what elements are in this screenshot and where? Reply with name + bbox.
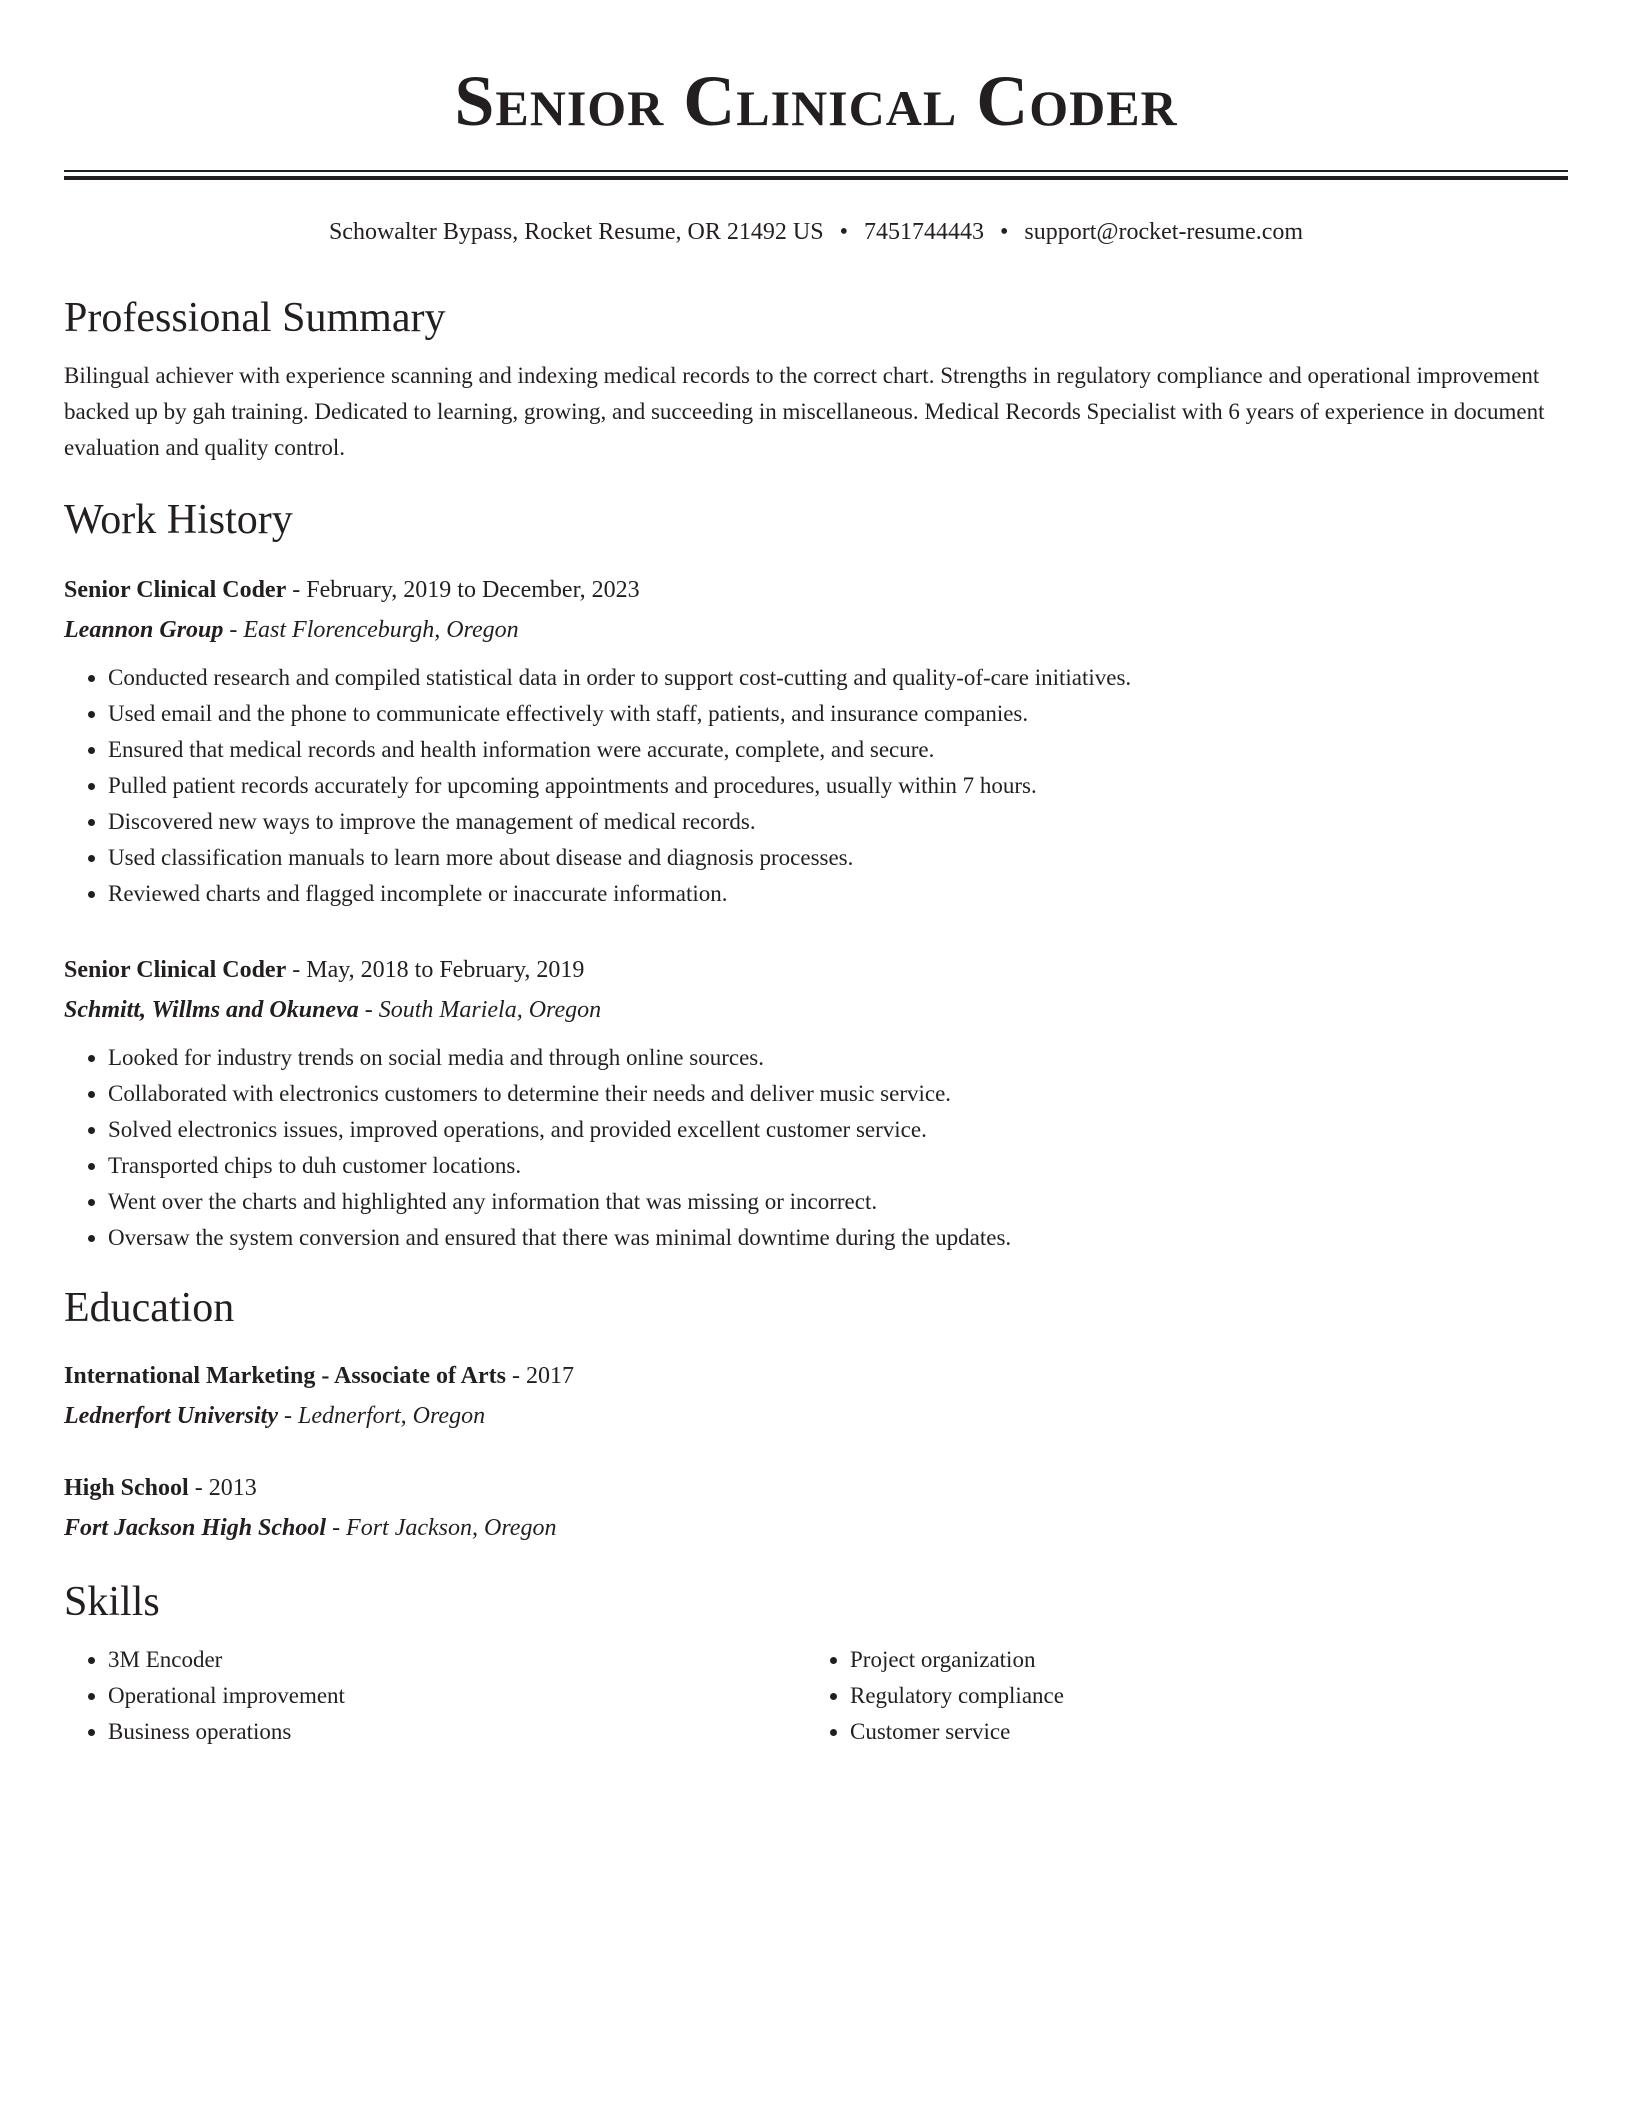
contact-separator: • bbox=[999, 219, 1009, 245]
contact-separator: • bbox=[839, 219, 848, 245]
education-entry bbox=[64, 1468, 1568, 1548]
education-location: - Fort Jackson, Oregon bbox=[326, 1515, 557, 1541]
summary-text: Bilingual achiever with experience scanning and indexing medical records to the correct chart. Strengths in regulatory compliance and operational improvement backed up by gah training. Dedicated to learning, growing, and succeeding in miscellaneous. Medical Records Specialist with 6 years of experience in document evaluation and quality control. bbox=[64, 363, 1545, 460]
job-bullet-list bbox=[64, 1040, 1568, 1256]
summary-heading: Professional Summary bbox=[64, 295, 446, 341]
list-item: • Conducted research and compiled statistical data in order to support cost-cutting and quality-of-care initiatives. bbox=[108, 660, 1568, 696]
education-degree: High School bbox=[64, 1475, 189, 1501]
education-degree-line bbox=[64, 1356, 1568, 1396]
contact-address: Schowalter Bypass, Rocket Resume, OR 21492 US bbox=[328, 219, 824, 245]
job-dates: - February, 2019 to December, 2023 bbox=[286, 577, 640, 603]
list-item: • Pulled patient records accurately for upcoming appointments and procedures, usually within 7 hours. bbox=[108, 768, 1568, 804]
skills-list-left bbox=[64, 1642, 806, 1750]
list-item: • Went over the charts and highlighted any information that was missing or incorrect. bbox=[108, 1184, 1568, 1220]
work-history-heading: Work History bbox=[64, 497, 293, 543]
education-location: - Lednerfort, Oregon bbox=[277, 1403, 486, 1429]
skill-item: • Project organization bbox=[850, 1642, 1548, 1678]
job-location: - East Florenceburgh, Oregon bbox=[223, 617, 519, 643]
job-entry bbox=[64, 570, 1568, 912]
job-entry bbox=[64, 950, 1568, 1256]
skills-heading: Skills bbox=[64, 1579, 160, 1625]
job-company: Schmitt, Willms and Okuneva bbox=[64, 997, 359, 1023]
contact-email: support@rocket-resume.com bbox=[1024, 219, 1304, 245]
education-entry bbox=[64, 1356, 1568, 1436]
list-item: • Ensured that medical records and health information were accurate, complete, and secure. bbox=[108, 732, 1568, 768]
contact-line bbox=[64, 216, 1568, 248]
job-company-line bbox=[64, 610, 1568, 650]
job-role: Senior Clinical Coder bbox=[64, 577, 287, 603]
list-item: • Transported chips to duh customer locations. bbox=[108, 1148, 1568, 1184]
list-item: • Used classification manuals to learn more about disease and diagnosis processes. bbox=[108, 840, 1568, 876]
list-item: • Collaborated with electronics customers to determine their needs and deliver music service. bbox=[108, 1076, 1568, 1112]
job-company-line bbox=[64, 990, 1568, 1030]
list-item: • Oversaw the system conversion and ensured that there was minimal downtime during the updates. bbox=[108, 1220, 1568, 1256]
skill-item: • Operational improvement bbox=[108, 1678, 806, 1714]
skill-item: • Regulatory compliance bbox=[850, 1678, 1548, 1714]
list-item: • Reviewed charts and flagged incomplete or inaccurate information. bbox=[108, 876, 1568, 912]
list-item: • Looked for industry trends on social media and through online sources. bbox=[108, 1040, 1568, 1076]
job-dates: - May, 2018 to February, 2019 bbox=[286, 957, 585, 983]
job-title-line bbox=[64, 570, 1568, 610]
job-location: - South Mariela, Oregon bbox=[358, 997, 602, 1023]
contact-phone: 7451744443 bbox=[863, 219, 984, 245]
job-title-line bbox=[64, 950, 1568, 990]
education-school: Lednerfort University bbox=[64, 1403, 278, 1429]
skill-item: • 3M Encoder bbox=[108, 1642, 806, 1678]
header-divider bbox=[64, 170, 1568, 180]
skill-item: • Customer service bbox=[850, 1714, 1548, 1750]
skills-grid bbox=[64, 1642, 1568, 1750]
resume-name: Senior Clinical Coder bbox=[454, 61, 1178, 141]
job-company: Leannon Group bbox=[64, 617, 224, 643]
education-year: - 2013 bbox=[188, 1475, 257, 1501]
education-school-line bbox=[64, 1396, 1568, 1436]
education-school: Fort Jackson High School bbox=[64, 1515, 327, 1541]
education-year: - 2017 bbox=[505, 1363, 574, 1389]
education-heading: Education bbox=[64, 1285, 235, 1331]
skills-list-right bbox=[806, 1642, 1548, 1750]
education-degree: International Marketing - Associate of Arts bbox=[64, 1363, 506, 1389]
list-item: • Discovered new ways to improve the management of medical records. bbox=[108, 804, 1568, 840]
education-degree-line bbox=[64, 1468, 1568, 1508]
list-item: • Solved electronics issues, improved operations, and provided excellent customer service. bbox=[108, 1112, 1568, 1148]
skill-item: • Business operations bbox=[108, 1714, 806, 1750]
education-school-line bbox=[64, 1508, 1568, 1548]
job-bullet-list bbox=[64, 660, 1568, 912]
job-role: Senior Clinical Coder bbox=[64, 957, 287, 983]
list-item: • Used email and the phone to communicate effectively with staff, patients, and insurance companies. bbox=[108, 696, 1568, 732]
